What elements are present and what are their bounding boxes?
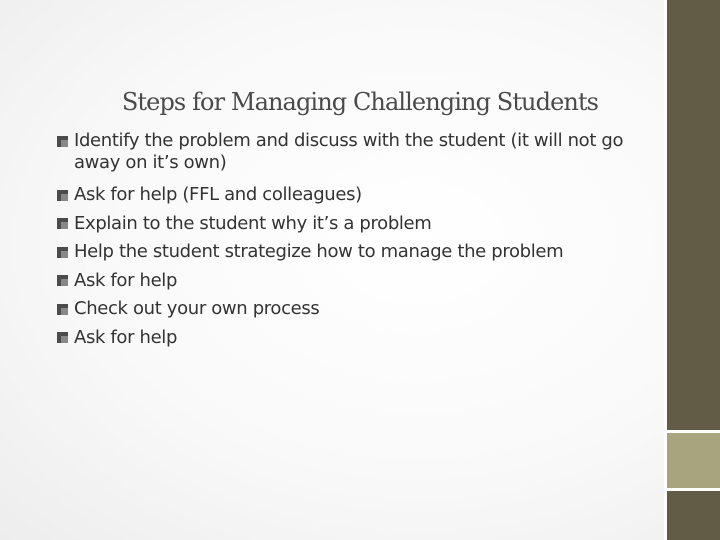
slide-title: Steps for Managing Challenging Students [121, 88, 599, 116]
bullet-text: Explain to the student why it’s a problem [74, 212, 432, 234]
bullet-item [56, 130, 666, 174]
square-bullet-icon [57, 130, 68, 152]
bullet-item [56, 324, 666, 353]
square-bullet-icon [57, 181, 68, 210]
square-bullet-icon [57, 238, 68, 267]
square-bullet-icon [57, 295, 68, 324]
side-accent-bar-bottom [667, 491, 720, 540]
bullet-item [56, 238, 666, 267]
square-bullet-icon [57, 324, 68, 353]
bullet-text: Ask for help [74, 326, 178, 348]
square-bullet-icon [57, 210, 68, 239]
bullet-text: Check out your own process [74, 298, 320, 319]
bullet-text: Ask for help (FFL and colleagues) [74, 184, 362, 205]
bullet-text: Ask for help [74, 269, 178, 291]
bullet-item [56, 210, 666, 239]
bullet-item [56, 295, 666, 324]
bullet-item [56, 267, 666, 296]
side-accent-bar-dark [667, 0, 720, 430]
bullet-text: Identify the problem and discuss with the student (it will not go away on it’s own) [74, 130, 624, 173]
bullet-text: Help the student strategize how to manage the problem [74, 241, 564, 262]
bullet-list [56, 127, 666, 352]
square-bullet-icon [57, 267, 68, 296]
bullet-item [56, 181, 666, 210]
side-accent-bar-light [667, 433, 720, 488]
